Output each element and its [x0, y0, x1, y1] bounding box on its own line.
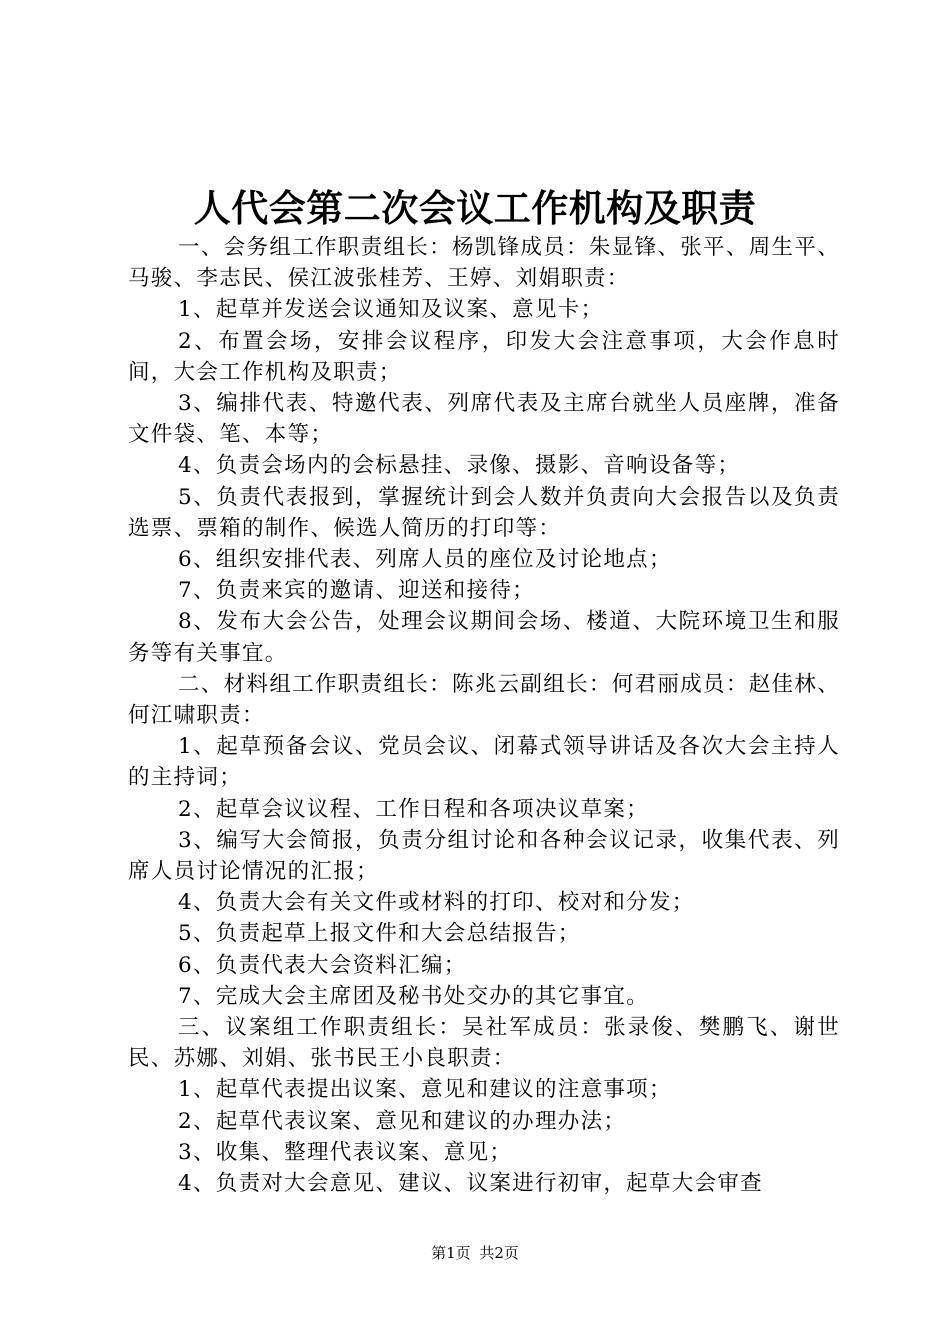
document-title: 人代会第二次会议工作机构及职责	[193, 186, 757, 230]
list-item: 2、起草会议议程、工作日程和各项决议草案；	[178, 796, 649, 822]
list-item: 7、负责来宾的邀请、迎送和接待；	[178, 578, 535, 604]
list-item: 2、起草代表议案、意见和建议的办理办法；	[178, 1108, 627, 1134]
list-item: 3、编排代表、特邀代表、列席代表及主席台就坐人员座牌，准备文件袋、笔、本等；	[128, 391, 840, 448]
document-body	[128, 232, 840, 1199]
section-paragraph: 二、材料组工作职责组长：陈兆云副组长：何君丽成员：赵佳林、何江啸职责：	[128, 671, 840, 729]
list-item: 7、完成大会主席团及秘书处交办的其它事宜。	[178, 983, 649, 1009]
list-item: 2、布置会场，安排会议程序，印发大会注意事项，大会作息时间，大会工作机构及职责；	[128, 328, 840, 385]
page-footer	[0, 1243, 950, 1263]
list-item: 1、起草并发送会议通知及议案、意见卡；	[178, 297, 604, 323]
list-item: 1、起草预备会议、党员会议、闭幕式领导讲话及各次大会主持人的主持词；	[128, 734, 840, 791]
page-number: 第1页	[431, 1244, 471, 1262]
list-item: 4、负责大会有关文件或材料的打印、校对和分发；	[178, 890, 695, 916]
section-paragraph: 三、议案组工作职责组长：吴社军成员：张录俊、樊鹏飞、谢世民、苏娜、刘娟、张书民王小良职责：	[128, 1015, 840, 1072]
list-item: 4、负责会场内的会标悬挂、录像、摄影、音响设备等；	[178, 453, 741, 479]
list-item: 8、发布大会公告，处理会议期间会场、楼道、大院环境卫生和服务等有关事宜。	[128, 609, 840, 666]
list-item: 3、编写大会简报，负责分组讨论和各种会议记录，收集代表、列席人员讨论情况的汇报；	[128, 827, 840, 885]
list-item: 1、起草代表提出议案、意见和建议的注意事项；	[178, 1077, 672, 1103]
list-item: 5、负责起草上报文件和大会总结报告；	[178, 921, 581, 947]
list-item: 4、负责对大会意见、建议、议案进行初审，起草大会审查	[178, 1171, 763, 1197]
list-item: 6、负责代表大会资料汇编；	[178, 952, 467, 978]
list-item: 5、负责代表报到，掌握统计到会人数并负责向大会报告以及负责选票、票箱的制作、候选人简历的打印等：	[128, 484, 840, 541]
section-paragraph: 一、会务组工作职责组长：杨凯锋成员：朱显锋、张平、周生平、马骏、李志民、侯江波张桂芳、王婷、刘娟职责：	[128, 235, 840, 292]
page-total: 共2页	[479, 1244, 519, 1262]
list-item: 3、收集、整理代表议案、意见；	[178, 1139, 513, 1165]
list-item: 6、组织安排代表、列席人员的座位及讨论地点；	[178, 547, 672, 573]
